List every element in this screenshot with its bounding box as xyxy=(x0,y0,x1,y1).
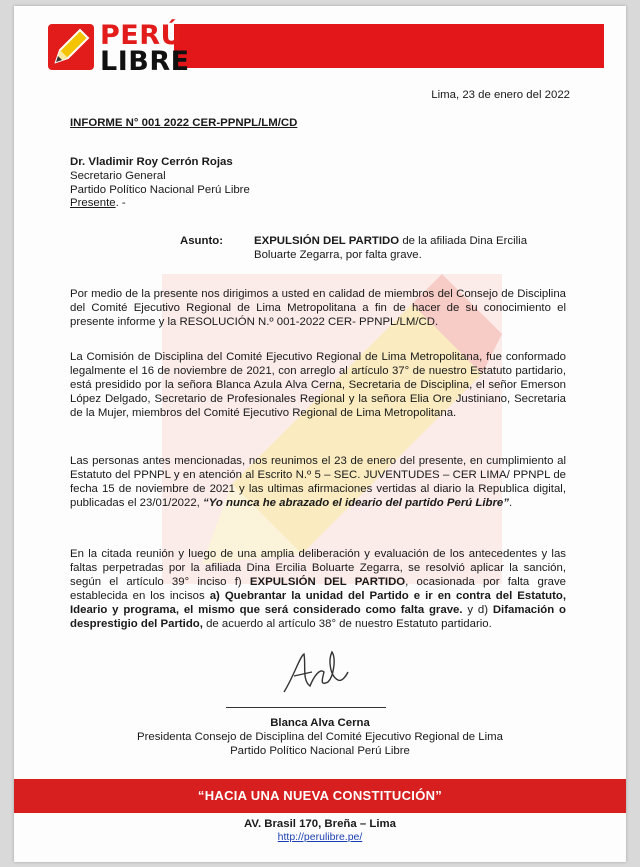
paragraph-4-d: a) Quebrantar la unidad del Partido e ir en contra del Estatuto, Ideario y programa, el mismo que será considerado como falta grave. xyxy=(70,590,566,616)
paragraph-4 xyxy=(70,547,566,631)
paragraph-3-quote: “Yo nunca he abrazado el ideario del partido Perú Libre” xyxy=(203,497,509,509)
paragraph-3-end: . xyxy=(508,497,513,509)
logo-box xyxy=(48,24,94,70)
presente-suffix: . - xyxy=(115,197,126,210)
addressee-name: Dr. Vladimir Roy Cerrón Rojas xyxy=(70,156,233,168)
addressee-role: Secretario General xyxy=(70,169,166,182)
paragraph-4-e: y d) xyxy=(462,604,493,616)
signer-party: Partido Político Nacional Perú Libre xyxy=(230,745,410,757)
logo-line-peru: PERÚ xyxy=(100,20,183,51)
party-logo xyxy=(48,20,218,80)
paragraph-4-a: En la citada reunión y luego de una amplia deliberación y evaluación de los antecedentes y las faltas perpetradas por la afiliada Dina Ercilia Boluarte Zegarra, se resolvió aplicar la sanción, según el artículo 39° inciso f) xyxy=(70,548,566,588)
footer-slogan-bar: “HACIA UNA NUEVA CONSTITUCIÓN” xyxy=(14,779,626,813)
addressee-block xyxy=(70,156,250,211)
paragraph-4-b: EXPULSIÓN DEL PARTIDO xyxy=(249,576,406,588)
paragraph-3 xyxy=(70,454,566,510)
asunto-label: Asunto: xyxy=(180,235,224,247)
signer-name: Blanca Alva Cerna xyxy=(270,717,370,729)
footer-address: AV. Brasil 170, Breña – Lima xyxy=(244,818,396,830)
handwritten-signature xyxy=(280,646,350,698)
document-date: Lima, 23 de enero del 2022 xyxy=(431,89,570,101)
paragraph-4-f: Difamación o desprestigio del Partido, xyxy=(70,604,566,630)
paragraph-3-text: Las personas antes mencionadas, nos reunimos el 23 de enero del presente, en cumplimiento al Estatuto del PPNPL y en atención al Escrito N.º 5 – SEC. JUVENTUDES – CER LIMA/ PPNPL de fecha 15 de noviembre de 2021 y las ultimas afirmaciones vertidas al diario la Republica digital, publicadas el 23/01/2022, xyxy=(70,455,566,509)
addressee-party: Partido Político Nacional Perú Libre xyxy=(70,183,250,196)
asunto-rest: de la afiliada Dina Ercilia Boluarte Zegarra, por falta grave. xyxy=(254,235,528,261)
informe-title: INFORME N° 001 2022 CER-PPNPL/LM/CD xyxy=(70,117,298,129)
pencil-icon xyxy=(48,24,94,70)
header-red-bar xyxy=(174,24,604,68)
asunto-bold: EXPULSIÓN DEL PARTIDO xyxy=(254,235,400,247)
presente-word: Presente xyxy=(70,197,116,210)
paragraph-4-g: de acuerdo al artículo 38° de nuestro Estatuto partidario. xyxy=(202,618,492,630)
signature-line xyxy=(226,707,386,708)
paragraph-4-c: , ocasionada por falta grave establecida en los incisos xyxy=(70,576,566,602)
signer-title: Presidenta Consejo de Disciplina del Comité Ejecutivo Regional de Lima xyxy=(137,731,503,743)
addressee-presente xyxy=(70,197,250,211)
footer-url-link[interactable]: http://perulibre.pe/ xyxy=(277,831,363,843)
document-page xyxy=(14,6,626,862)
asunto-text xyxy=(254,234,554,262)
logo-line-libre: LIBRE xyxy=(100,46,190,77)
paragraph-2: La Comisión de Disciplina del Comité Ejecutivo Regional de Lima Metropolitana, fue conformado legalmente el 16 de noviembre de 2021, con arreglo al artículo 37° de nuestro Estatuto partidario, está presidido por la señora Blanca Azula Alva Cerna, Secretaria de Disciplina, el señor Emerson López Delgado, Secretario de Profesionales Regional y la señora Elia Ore Justiniano, Secretaria de la Mujer, miembros del Comité Ejecutivo Regional de Lima Metropolitana. xyxy=(70,351,566,419)
paragraph-1: Por medio de la presente nos dirigimos a usted en calidad de miembros del Consejo de Disciplina del Comité Ejecutivo Regional de Lima Metropolitana a fin de hacer de su conocimiento el presente informe y la RESOLUCIÓN N.º 001-2022 CER- PPNPL/LM/CD. xyxy=(70,288,566,328)
